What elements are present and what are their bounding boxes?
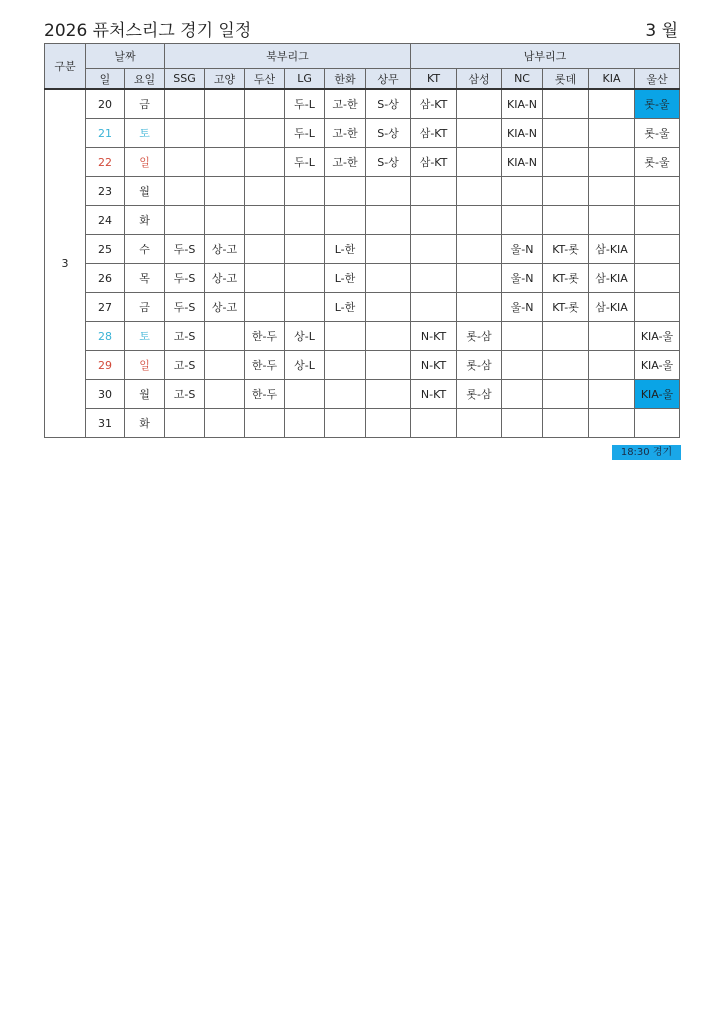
- game-cell: [366, 293, 411, 322]
- game-cell: 두-S: [165, 264, 205, 293]
- game-cell: [635, 177, 680, 206]
- game-cell: [245, 235, 285, 264]
- game-cell: [543, 119, 589, 148]
- game-cell: [165, 409, 205, 438]
- table-row: [45, 409, 680, 438]
- game-cell: [589, 322, 635, 351]
- table-row: [45, 119, 680, 148]
- game-cell: KIA-N: [502, 148, 543, 177]
- game-cell: [543, 409, 589, 438]
- game-cell: [245, 293, 285, 322]
- game-cell: [366, 322, 411, 351]
- table-row: [45, 235, 680, 264]
- game-cell: 삼-KIA: [589, 264, 635, 293]
- page-title: 2026 퓨처스리그 경기 일정: [44, 21, 252, 41]
- game-cell: 울-N: [502, 235, 543, 264]
- weekday-cell: 금: [125, 89, 165, 119]
- weekday-cell: 화: [125, 206, 165, 235]
- day-cell: 31: [86, 409, 125, 438]
- weekday-cell: 일: [125, 148, 165, 177]
- month-cell: 3: [45, 89, 86, 438]
- schedule-table: [44, 43, 680, 438]
- header-team: SSG: [165, 69, 205, 90]
- game-cell: [502, 380, 543, 409]
- game-cell: KT-롯: [543, 264, 589, 293]
- game-cell: [589, 409, 635, 438]
- game-cell: [635, 409, 680, 438]
- header-weekday: 요일: [125, 69, 165, 90]
- game-cell: 롯-울: [635, 89, 680, 119]
- game-cell: 고-S: [165, 322, 205, 351]
- game-cell: 고-S: [165, 351, 205, 380]
- game-cell: [245, 148, 285, 177]
- game-cell: N-KT: [411, 380, 457, 409]
- game-cell: [165, 119, 205, 148]
- header-team: LG: [285, 69, 325, 90]
- game-cell: 두-S: [165, 235, 205, 264]
- game-cell: [325, 177, 366, 206]
- game-cell: 삼-KT: [411, 119, 457, 148]
- game-cell: 두-S: [165, 293, 205, 322]
- header-date: 날짜: [86, 44, 165, 69]
- header-team: 울산: [635, 69, 680, 90]
- game-cell: 롯-삼: [457, 351, 502, 380]
- game-cell: S-상: [366, 119, 411, 148]
- game-cell: N-KT: [411, 322, 457, 351]
- header-team: KIA: [589, 69, 635, 90]
- game-cell: 롯-삼: [457, 322, 502, 351]
- header-south-league: 남부리그: [411, 44, 680, 69]
- game-cell: [411, 264, 457, 293]
- game-cell: [245, 409, 285, 438]
- game-cell: 롯-울: [635, 119, 680, 148]
- game-cell: [502, 409, 543, 438]
- day-cell: 21: [86, 119, 125, 148]
- header-team: 한화: [325, 69, 366, 90]
- game-cell: [589, 177, 635, 206]
- game-cell: 롯-삼: [457, 380, 502, 409]
- game-cell: [366, 264, 411, 293]
- game-cell: N-KT: [411, 351, 457, 380]
- game-cell: 울-N: [502, 264, 543, 293]
- game-cell: L-한: [325, 293, 366, 322]
- game-cell: [457, 264, 502, 293]
- game-cell: [589, 148, 635, 177]
- game-cell: [285, 177, 325, 206]
- game-cell: [325, 409, 366, 438]
- game-cell: KIA-울: [635, 351, 680, 380]
- game-cell: 한-두: [245, 351, 285, 380]
- game-cell: [205, 351, 245, 380]
- weekday-cell: 월: [125, 380, 165, 409]
- game-cell: [589, 351, 635, 380]
- game-cell: [165, 206, 205, 235]
- game-cell: [635, 235, 680, 264]
- game-cell: 한-두: [245, 322, 285, 351]
- game-cell: S-상: [366, 89, 411, 119]
- table-row: [45, 206, 680, 235]
- game-cell: [457, 206, 502, 235]
- game-cell: [589, 206, 635, 235]
- weekday-cell: 목: [125, 264, 165, 293]
- game-cell: 롯-울: [635, 148, 680, 177]
- day-cell: 30: [86, 380, 125, 409]
- table-row: [45, 264, 680, 293]
- game-cell: [205, 89, 245, 119]
- game-cell: 삼-KIA: [589, 293, 635, 322]
- game-cell: [589, 380, 635, 409]
- game-cell: 삼-KIA: [589, 235, 635, 264]
- header-group: 구분: [45, 44, 86, 90]
- header-team: 삼성: [457, 69, 502, 90]
- game-cell: [502, 322, 543, 351]
- game-cell: [457, 235, 502, 264]
- header-day: 일: [86, 69, 125, 90]
- day-cell: 23: [86, 177, 125, 206]
- game-cell: [589, 119, 635, 148]
- game-cell: [245, 89, 285, 119]
- game-cell: L-한: [325, 235, 366, 264]
- game-cell: [457, 119, 502, 148]
- weekday-cell: 일: [125, 351, 165, 380]
- game-cell: [543, 206, 589, 235]
- game-cell: 상-고: [205, 293, 245, 322]
- game-cell: 울-N: [502, 293, 543, 322]
- game-cell: [411, 293, 457, 322]
- game-cell: 고-한: [325, 148, 366, 177]
- game-cell: 고-S: [165, 380, 205, 409]
- game-cell: [245, 119, 285, 148]
- game-cell: 삼-KT: [411, 89, 457, 119]
- day-cell: 27: [86, 293, 125, 322]
- game-cell: [543, 89, 589, 119]
- game-cell: 상-L: [285, 351, 325, 380]
- game-cell: 상-고: [205, 235, 245, 264]
- game-cell: [285, 264, 325, 293]
- game-cell: [285, 235, 325, 264]
- game-cell: [366, 206, 411, 235]
- game-cell: KT-롯: [543, 293, 589, 322]
- header-team: NC: [502, 69, 543, 90]
- game-cell: [325, 322, 366, 351]
- game-cell: KIA-울: [635, 322, 680, 351]
- game-cell: [245, 177, 285, 206]
- game-cell: [205, 380, 245, 409]
- game-cell: [502, 177, 543, 206]
- weekday-cell: 수: [125, 235, 165, 264]
- game-cell: KIA-울: [635, 380, 680, 409]
- day-cell: 22: [86, 148, 125, 177]
- game-cell: 상-고: [205, 264, 245, 293]
- game-cell: [411, 206, 457, 235]
- game-cell: 상-L: [285, 322, 325, 351]
- game-cell: [366, 409, 411, 438]
- game-cell: [205, 148, 245, 177]
- table-row: [45, 293, 680, 322]
- game-cell: [543, 148, 589, 177]
- day-cell: 29: [86, 351, 125, 380]
- game-cell: [366, 177, 411, 206]
- game-cell: [589, 89, 635, 119]
- game-cell: [457, 148, 502, 177]
- game-cell: [411, 177, 457, 206]
- game-cell: [245, 264, 285, 293]
- game-cell: 두-L: [285, 148, 325, 177]
- game-cell: [165, 177, 205, 206]
- game-cell: [325, 380, 366, 409]
- game-cell: [502, 351, 543, 380]
- game-cell: [205, 206, 245, 235]
- weekday-cell: 토: [125, 322, 165, 351]
- header-north-league: 북부리그: [165, 44, 411, 69]
- game-cell: [285, 293, 325, 322]
- game-cell: 고-한: [325, 89, 366, 119]
- game-cell: [635, 293, 680, 322]
- game-cell: [285, 409, 325, 438]
- game-cell: [205, 409, 245, 438]
- game-cell: [502, 206, 543, 235]
- game-cell: [165, 89, 205, 119]
- game-cell: [165, 148, 205, 177]
- game-cell: [325, 351, 366, 380]
- header-team: 고양: [205, 69, 245, 90]
- game-cell: 고-한: [325, 119, 366, 148]
- weekday-cell: 화: [125, 409, 165, 438]
- game-cell: KIA-N: [502, 89, 543, 119]
- table-row: [45, 380, 680, 409]
- day-cell: 26: [86, 264, 125, 293]
- game-cell: [205, 322, 245, 351]
- game-cell: 두-L: [285, 119, 325, 148]
- game-cell: [635, 264, 680, 293]
- game-cell: [411, 235, 457, 264]
- table-row: [45, 322, 680, 351]
- game-cell: KIA-N: [502, 119, 543, 148]
- day-cell: 25: [86, 235, 125, 264]
- game-cell: [205, 119, 245, 148]
- weekday-cell: 금: [125, 293, 165, 322]
- game-cell: [543, 380, 589, 409]
- game-cell: [285, 380, 325, 409]
- game-cell: [543, 351, 589, 380]
- game-cell: [325, 206, 366, 235]
- header-team: 롯데: [543, 69, 589, 90]
- game-cell: S-상: [366, 148, 411, 177]
- table-row: [45, 148, 680, 177]
- game-cell: 한-두: [245, 380, 285, 409]
- game-cell: [457, 89, 502, 119]
- table-row: [45, 177, 680, 206]
- game-cell: [205, 177, 245, 206]
- game-cell: [635, 206, 680, 235]
- game-cell: 삼-KT: [411, 148, 457, 177]
- weekday-cell: 월: [125, 177, 165, 206]
- game-cell: [245, 206, 285, 235]
- table-row: [45, 89, 680, 119]
- header-team: 상무: [366, 69, 411, 90]
- header-team: 두산: [245, 69, 285, 90]
- game-cell: [366, 235, 411, 264]
- game-cell: [543, 322, 589, 351]
- game-cell: L-한: [325, 264, 366, 293]
- day-cell: 28: [86, 322, 125, 351]
- game-cell: KT-롯: [543, 235, 589, 264]
- game-cell: 두-L: [285, 89, 325, 119]
- game-cell: [543, 177, 589, 206]
- game-cell: [457, 177, 502, 206]
- game-cell: [366, 380, 411, 409]
- day-cell: 20: [86, 89, 125, 119]
- table-row: [45, 351, 680, 380]
- day-cell: 24: [86, 206, 125, 235]
- legend-1830-game: 18:30 경기: [612, 445, 681, 460]
- game-cell: [285, 206, 325, 235]
- game-cell: [457, 293, 502, 322]
- header-team: KT: [411, 69, 457, 90]
- game-cell: [411, 409, 457, 438]
- game-cell: [457, 409, 502, 438]
- weekday-cell: 토: [125, 119, 165, 148]
- month-label: 3 월: [645, 21, 678, 41]
- game-cell: [366, 351, 411, 380]
